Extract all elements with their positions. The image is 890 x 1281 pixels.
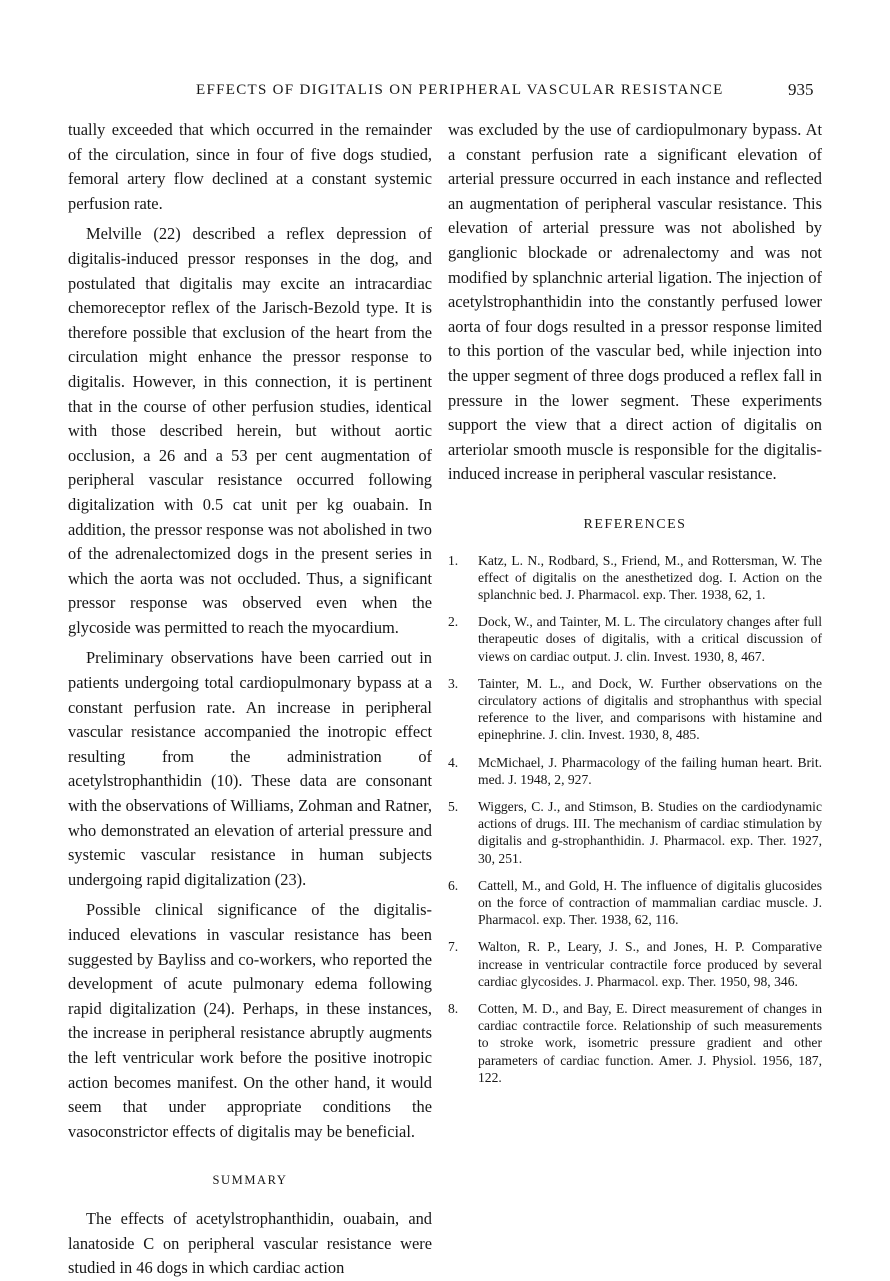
reference-number: 2.: [448, 614, 459, 630]
reference-list: [448, 552, 822, 1086]
running-title: EFFECTS OF DIGITALIS ON PERIPHERAL VASCULAR RESISTANCE: [196, 82, 724, 98]
reference-text: Wiggers, C. J., and Stimson, B. Studies on the cardiodynamic actions of drugs. III. The mechanism of cardiac stimulation by digitalis and g-strophanthidin. J. Pharmacol. exp. Ther. 1927, 30, 251.: [478, 798, 822, 866]
reference-text: Tainter, M. L., and Dock, W. Further observations on the circulatory actions of digitalis and strophanthus with special reference to the liver, and comparisons with histamine and epinephrine. J. clin. Invest. 1930, 8, 485.: [478, 675, 822, 743]
reference-number: 3.: [448, 675, 459, 691]
page-number: 935: [788, 80, 814, 99]
reference-item: [448, 938, 822, 990]
reference-text: Walton, R. P., Leary, J. S., and Jones, H. P. Comparative increase in ventricular contractile force produced by several cardiac glycosides. J. Pharmacol. exp. Ther. 1950, 98, 346.: [478, 939, 822, 989]
reference-number: 8.: [448, 1000, 459, 1016]
reference-item: [448, 613, 822, 665]
summary-paragraph: The effects of acetylstrophanthidin, ouabain, and lanatoside C on peripheral vascular resistance were studied in 46 dogs in which cardiac action: [68, 1208, 432, 1278]
summary-heading: SUMMARY: [212, 1173, 288, 1188]
reference-number: 6.: [448, 877, 459, 893]
right-column: [448, 118, 822, 1096]
body-paragraph: Melville (22) described a reflex depression of digitalis-induced pressor responses in the dog, and postulated that digitalis may excite an intracardiac chemoreceptor reflex of the Jarisch-Bezold type. It is therefore possible that exclusion of the heart from the circulation might enhance the pressor response to digitalis. However, in this connection, it is pertinent that in the course of other perfusion studies, identical with those described herein, but without aortic occlusion, a 26 and a 53 per cent augmentation of peripheral vascular resistance occurred following digitalization with 0.5 cat unit per kg ouabain. In addition, the pressor response was not abolished in two of the adrenalectomized dogs in the present series in which the aorta was not occluded. Thus, a significant pressor response was observed even when the glycoside was permitted to reach the myocardium.: [68, 224, 432, 637]
body-paragraph: Possible clinical significance of the digitalis-induced elevations in vascular resistance has been suggested by Bayliss and co-workers, who reported the development of acute pulmonary edema following rapid digitalization (24). Perhaps, in these instances, the increase in peripheral resistance abruptly augments the left ventricular work before the positive inotropic action becomes manifest. On the other hand, it would seem that under appropriate conditions the vasoconstrictor effects of digitalis may be beneficial.: [68, 900, 432, 1141]
reference-number: 4.: [448, 754, 459, 770]
reference-text: McMichael, J. Pharmacology of the failing human heart. Brit. med. J. 1948, 2, 927.: [478, 754, 822, 787]
reference-item: [448, 798, 822, 867]
reference-item: [448, 877, 822, 929]
reference-text: Cotten, M. D., and Bay, E. Direct measurement of changes in cardiac contractile force. Relationship of such measurements to stroke work, isometric pressure gradient and other parameters of cardiac function. Amer. J. Physiol. 1956, 187, 122.: [478, 1000, 822, 1085]
reference-item: [448, 754, 822, 788]
reference-item: [448, 552, 822, 604]
reference-text: Dock, W., and Tainter, M. L. The circulatory changes after full therapeutic doses of digitalis, with a critical discussion of views on cardiac output. J. clin. Invest. 1930, 8, 467.: [478, 614, 822, 664]
reference-number: 5.: [448, 798, 459, 814]
body-paragraph: tually exceeded that which occurred in the remainder of the circulation, since in four of five dogs studied, femoral artery flow declined at a constant systemic perfusion rate.: [68, 120, 432, 213]
summary-continuation: was excluded by the use of cardiopulmonary bypass. At a constant perfusion rate a significant elevation of arterial pressure occurred in each instance and reflected an augmentation of peripheral vascular resistance. This elevation of arterial pressure was not abolished by ganglionic blockade or adrenalectomy and was not modified by splanchnic arterial ligation. The injection of acetylstrophanthidin into the constantly perfused lower aorta of four dogs resulted in a pressor response limited to this portion of the vascular bed, while injection into the upper segment of three dogs produced a reflex fall in pressure in the lower segment. These experiments support the view that a direct action of digitalis on arteriolar smooth muscle is responsible for the digitalis-induced increase in peripheral vascular resistance.: [448, 120, 822, 484]
reference-text: Katz, L. N., Rodbard, S., Friend, M., and Rottersman, W. The effect of digitalis on the anesthetized dog. I. Action on the splanchnic bed. J. Pharmacol. exp. Ther. 1938, 62, 1.: [478, 552, 822, 602]
reference-number: 7.: [448, 939, 459, 955]
reference-item: [448, 675, 822, 744]
left-column: [68, 118, 432, 1281]
reference-item: [448, 1000, 822, 1086]
reference-text: Cattell, M., and Gold, H. The influence of digitalis glucosides on the force of contraction of mammalian cardiac muscle. J. Pharmacol. exp. Ther. 1938, 62, 116.: [478, 877, 822, 928]
body-paragraph: Preliminary observations have been carried out in patients undergoing total cardiopulmonary bypass at a constant perfusion rate. An increase in peripheral vascular resistance accompanied the inotropic effect resulting from the administration of acetylstrophanthidin (10). These data are consonant with the observations of Williams, Zohman and Ratner, who demonstrated an elevation of arterial pressure and systemic vascular resistance in human subjects undergoing rapid digitalization (23).: [68, 648, 432, 889]
reference-number: 1.: [448, 552, 459, 568]
references-heading: REFERENCES: [583, 516, 687, 532]
